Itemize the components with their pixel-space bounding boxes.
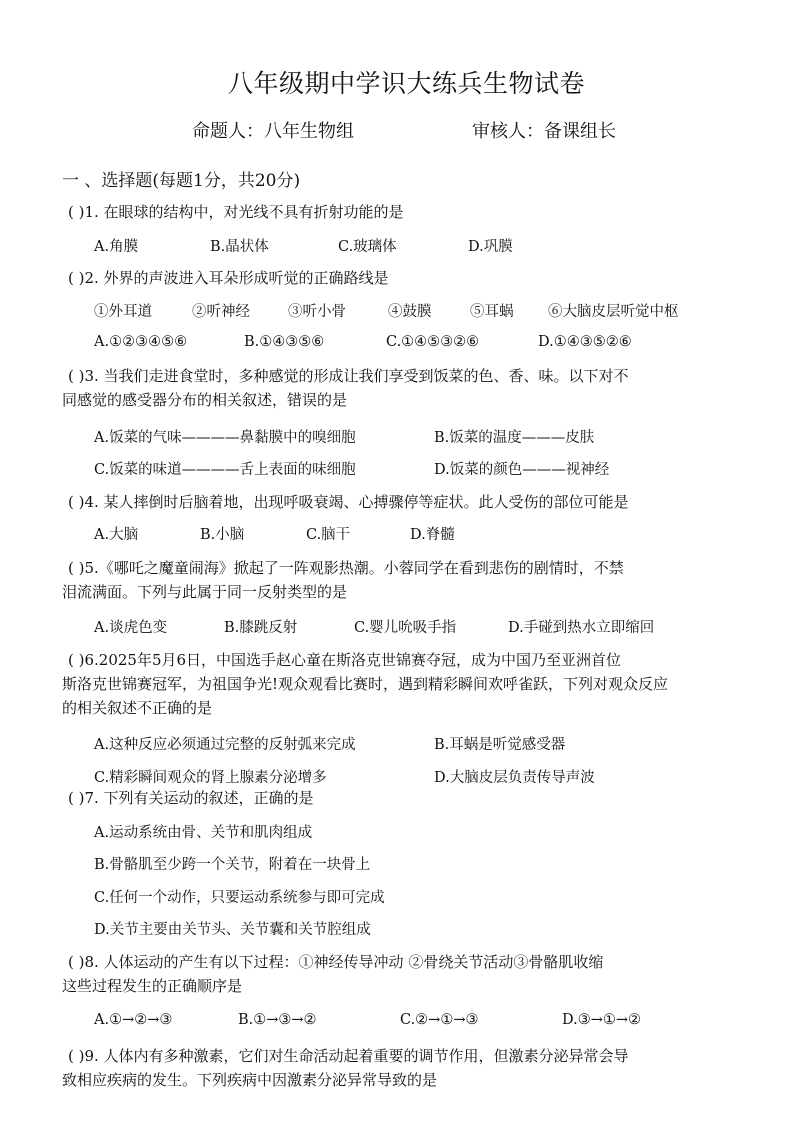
- question-3-option-c: C.饭菜的味道————舌上表面的味细胞: [94, 462, 356, 478]
- question-4-option-b: B.小脑: [200, 527, 245, 543]
- question-1-stem: ( )1. 在眼球的结构中，对光线不具有折射功能的是: [68, 203, 404, 221]
- question-8-option-b: B.①→③→②: [238, 1012, 317, 1028]
- question-7-option-b: B.骨骼肌至少跨一个关节，附着在一块骨上: [94, 857, 371, 873]
- question-7-option-a: A.运动系统由骨、关节和肌肉组成: [94, 825, 313, 841]
- author-label: 命题人：八年生物组: [192, 121, 354, 142]
- question-2-stem: ( )2. 外界的声波进入耳朵形成听觉的正确路线是: [68, 269, 389, 287]
- question-5-stem-line-2: 泪流满面。下列与此属于同一反射类型的是: [62, 583, 348, 601]
- question-6-stem-line-3: 的相关叙述不正确的是: [62, 699, 213, 717]
- question-7-stem: ( )7. 下列有关运动的叙述，正确的是: [68, 789, 314, 807]
- question-6-stem-line-2: 斯洛克世锦赛冠军，为祖国争光!观众观看比赛时，遇到精彩瞬间欢呼雀跃，下列对观众反应: [62, 675, 669, 693]
- question-3-stem-line-1: ( )3. 当我们走进食堂时，多种感觉的形成让我们享受到饭菜的色、香、味。以下对不: [68, 367, 629, 385]
- question-2-item-1: ①外耳道: [94, 304, 152, 320]
- question-3-stem-line-2: 同感觉的感受器分布的相关叙述，错误的是: [62, 391, 348, 409]
- question-2-option-b: B.①④③⑤⑥: [244, 334, 325, 350]
- question-2-item-5: ⑤耳蜗: [470, 304, 514, 320]
- question-5-option-b: B.膝跳反射: [224, 620, 298, 636]
- question-3-option-b: B.饭菜的温度———皮肤: [434, 430, 595, 446]
- question-9-stem-line-2: 致相应疾病的发生。下列疾病中因激素分泌异常导致的是: [62, 1071, 438, 1089]
- question-1-option-a: A.角膜: [94, 239, 139, 255]
- question-1-option-b: B.晶状体: [210, 239, 269, 255]
- question-6-option-b: B.耳蜗是听觉感受器: [434, 737, 566, 753]
- section-heading: 一 、选择题(每题1分，共20分): [62, 171, 301, 191]
- question-8-option-a: A.①→②→③: [94, 1012, 173, 1028]
- question-5-stem-line-1: ( )5.《哪吒之魔童闹海》掀起了一阵观影热潮。小蓉同学在看到悲伤的剧情时，不禁: [68, 559, 624, 577]
- question-3-option-d: D.饭菜的颜色———视神经: [434, 462, 610, 478]
- question-5-option-c: C.婴儿吮吸手指: [354, 620, 457, 636]
- question-4-stem: ( )4. 某人摔倒时后脑着地，出现呼吸衰竭、心搏骤停等症状。此人受伤的部位可能是: [68, 493, 629, 511]
- question-1-option-d: D.巩膜: [468, 239, 513, 255]
- question-4-option-c: C.脑干: [306, 527, 351, 543]
- question-2-option-d: D.①④③⑤②⑥: [538, 334, 632, 350]
- question-5-option-d: D.手碰到热水立即缩回: [508, 620, 655, 636]
- question-9-stem-line-1: ( )9. 人体内有多种激素，它们对生命活动起着重要的调节作用，但激素分泌异常会导: [68, 1047, 629, 1065]
- question-2-item-3: ③听小骨: [288, 304, 346, 320]
- question-8-stem-line-1: ( )8. 人体运动的产生有以下过程：①神经传导冲动 ②骨绕关节活动③骨骼肌收缩: [68, 953, 604, 971]
- question-6-stem-line-1: ( )6.2025年5月6日，中国选手赵心童在斯洛克世锦赛夺冠，成为中国乃至亚洲首位: [68, 651, 622, 669]
- question-2-option-a: A.①②③④⑤⑥: [94, 334, 188, 350]
- question-2-item-2: ②听神经: [192, 304, 250, 320]
- page-title: 八年级期中学识大练兵生物试卷: [228, 69, 586, 98]
- question-8-option-d: D.③→①→②: [562, 1012, 642, 1028]
- question-7-option-d: D.关节主要由关节头、关节囊和关节腔组成: [94, 922, 371, 938]
- reviewer-label: 审核人：备课组长: [472, 121, 616, 142]
- question-6-option-a: A.这种反应必须通过完整的反射弧来完成: [94, 737, 356, 753]
- question-4-option-a: A.大脑: [94, 527, 139, 543]
- question-2-item-4: ④鼓膜: [388, 304, 432, 320]
- question-2-item-6: ⑥大脑皮层听觉中枢: [548, 304, 679, 320]
- question-6-option-c: C.精彩瞬间观众的肾上腺素分泌增多: [94, 770, 327, 786]
- question-5-option-a: A.谈虎色变: [94, 620, 168, 636]
- question-7-option-c: C.任何一个动作，只要运动系统参与即可完成: [94, 890, 385, 906]
- question-6-option-d: D.大脑皮层负责传导声波: [434, 770, 595, 786]
- question-2-option-c: C.①④⑤③②⑥: [386, 334, 480, 350]
- question-8-stem-line-2: 这些过程发生的正确顺序是: [62, 977, 243, 995]
- question-3-option-a: A.饭菜的气味————鼻黏膜中的嗅细胞: [94, 430, 356, 446]
- question-4-option-d: D.脊髓: [410, 527, 455, 543]
- question-8-option-c: C.②→①→③: [400, 1012, 479, 1028]
- question-1-option-c: C.玻璃体: [338, 239, 397, 255]
